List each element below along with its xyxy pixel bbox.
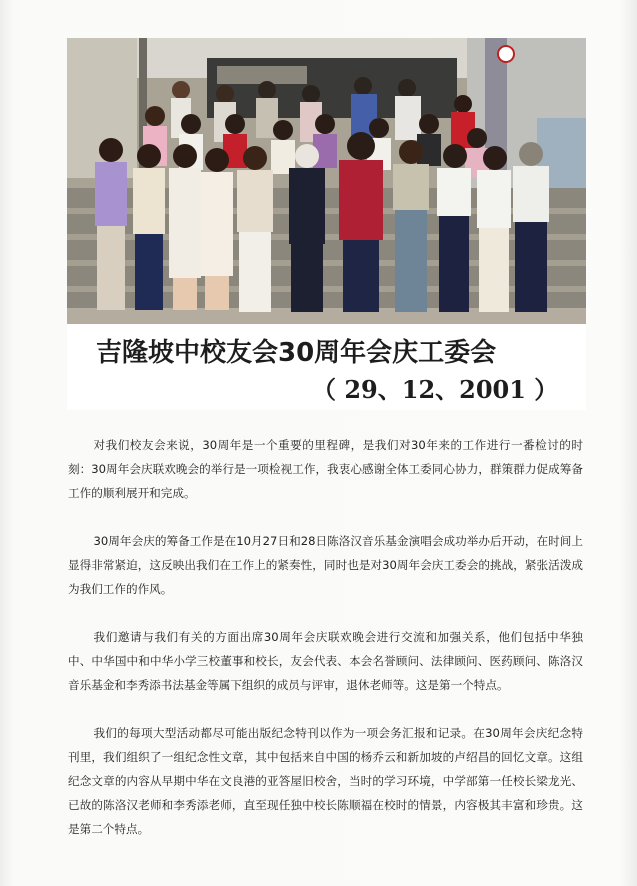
article-body <box>68 433 583 865</box>
paragraph-1: 对我们校友会来说，30周年是一个重要的里程碑，是我们对30年来的工作进行一番检讨的时刻：30周年会庆联欢晚会的举行是一项检视工作，我衷心感谢全体工委同心协力，群策群力促成筹备工作的顺利展开和完成。 <box>68 438 583 500</box>
no-smoking-sign-icon <box>498 46 514 62</box>
group-photo <box>67 38 586 324</box>
paragraph-4: 我们的每项大型活动都尽可能出版纪念特刊以作为一项会务汇报和记录。在30周年会庆纪念特刊里，我们组织了一组纪念性文章，其中包括来自中国的杨乔云和新加坡的卢绍昌的回忆文章。这组纪念文章的内容从早期中华在文良港的亚答屋旧校舍，当时的学习环境，中学部第一任校长梁龙光、已故的陈洛汉老师和李秀添老师，直至现任独中校长陈顺福在校时的情景，内容极其丰富和珍贵。这是第二个特点。 <box>68 726 583 836</box>
paragraph-3: 我们邀请与我们有关的方面出席30周年会庆联欢晚会进行交流和加强关系，他们包括中华独中、中华国中和中华小学三校董事和校长，友会代表、本会名誉顾问、法律顾问、医药顾问、陈洛汉音乐基金和李秀添书法基金等属下组织的成员与评审，退休老师等。这是第一个特点。 <box>68 630 583 692</box>
date-line: （ 29、12、2001 ） <box>312 375 559 404</box>
page-title: 吉隆坡中校友会30周年会庆工委会 <box>96 338 497 368</box>
paragraph-2: 30周年会庆的筹备工作是在10月27日和28日陈洛汉音乐基金演唱会成功举办后开动，在时间上显得非常紧迫，这反映出我们在工作上的紧奏性，同时也是对30周年会庆工委会的挑战，紧张活泼成为我们工作的作风。 <box>68 534 583 596</box>
